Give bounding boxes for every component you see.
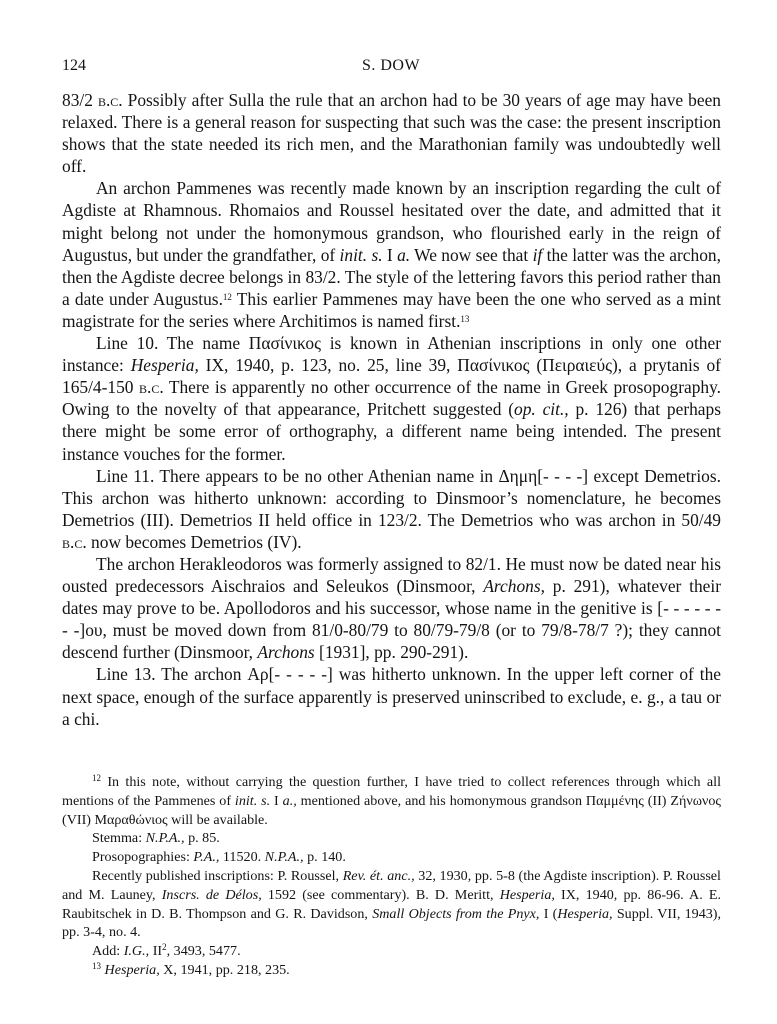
text-run: b.c. — [138, 377, 164, 398]
text-run: Line 11. There appears to be no other Athenian name in Δημη[- - - -] except Demetrios. This archon was hitherto unknown: according to Dinsmoor’s nomenclature, he becomes Demetrios (III). Demetrios II held office in 123/2. The Demetrios who was archon in 50/49 — [62, 465, 721, 530]
body-paragraph — [62, 332, 721, 465]
text-run: the latter was the archon, then the Agdiste decree belongs in 83/2. The style of the lettering favors this period rather than a date under Augustus. — [62, 244, 721, 309]
text-run: Πασίνικος — [248, 333, 322, 354]
text-run: a., — [282, 792, 297, 809]
text-run: Hesperia, — [130, 355, 199, 376]
body-paragraph — [62, 89, 721, 177]
footnote — [62, 773, 721, 829]
text-run: if — [532, 244, 543, 265]
footnote — [62, 829, 721, 848]
text-run: X, 1941, pp. 218, 235. — [159, 961, 290, 978]
text-run: I ( — [539, 905, 558, 922]
text-run: Suppl. VII, 1943), pp. 3-4, no. 4. — [62, 905, 722, 941]
text-run: Line 13. The archon Αρ[- - - - -] was hitherto unknown. In the upper left corner of the next space, enough of the surface apparently is preserved uninscribed to exclude, e. g., a tau or a chi. — [62, 664, 721, 729]
footnotes — [62, 773, 721, 980]
text-run: Small Objects from the Pnyx, — [372, 905, 540, 922]
footnote-marker: 2 — [162, 942, 167, 953]
text-run: I — [270, 792, 283, 809]
text-run: N.P.A., — [264, 849, 304, 866]
running-head — [62, 57, 720, 79]
text-run: The archon Herakleodoros was formerly assigned to 82/1. He must now be dated near his ousted predecessors Aischraios and Seleukos (Dinsmoor, — [62, 553, 721, 597]
text-run: [1931], pp. 290-291). — [314, 642, 469, 663]
body-paragraph — [62, 663, 721, 729]
text-run: p. 140. — [303, 849, 346, 866]
text-run: P.A., — [193, 849, 220, 866]
footnote — [62, 942, 721, 961]
text-run: 83/2 — [62, 90, 98, 110]
footnote-marker: 13 — [92, 960, 101, 971]
running-title: S. DOW — [361, 57, 421, 74]
text-run: Archons, — [483, 576, 545, 597]
text-run: 32, 1930, pp. 5-8 (the Agdiste inscription). P. Roussel and M. Launey, — [62, 867, 721, 903]
body-paragraph — [62, 465, 721, 553]
body-paragraph — [62, 177, 721, 332]
text-run: Hesperia, — [499, 886, 555, 903]
text-run: p. 291), whatever their dates may prove to be. Apollodoros and his successor, whose name in the genitive is [- - - - - - - -]ου, must be moved down from 81/0-80/79 to 80/79-79/8 (or to 79/8-78/7 ?); they cannot descend further (Dinsmoor, — [62, 576, 721, 663]
footnote — [62, 867, 721, 942]
text-run: Rev. ét. anc., — [342, 867, 415, 884]
body-paragraph — [62, 553, 721, 663]
text-run: We now see that — [410, 244, 533, 265]
text-run: now becomes Demetrios (IV). — [86, 531, 302, 552]
text-run: b.c. — [97, 90, 123, 110]
text-run: Add: — [92, 943, 124, 960]
text-run: , 3493, 5477. — [166, 943, 241, 960]
text-run: Archons — [257, 642, 315, 663]
footnote-marker: 12 — [222, 291, 232, 302]
text-run: N.P.A., — [145, 830, 185, 847]
text-run: IX, 1940, pp. 86-96. A. E. Raubitschek in D. B. Thompson and G. R. Davidson, — [62, 886, 722, 922]
text-run: Hesperia, — [557, 905, 613, 922]
text-run: IX, 1940, p. 123, no. 25, line 39, Πασίνικος (Πειραιεύς), a prytanis of 165/4-150 — [62, 355, 721, 398]
text-run: 1592 (see commentary). B. D. Meritt, — [261, 886, 500, 903]
text-run: p. 85. — [184, 830, 220, 847]
text-run: An archon Pammenes was recently made known by an inscription regarding the cult of Agdiste at Rhamnous. Rhomaios and Roussel hesitated over the date, and admitted that it might belong not under the homonymous grandson, who flourished early in the reign of Augustus, but under the grandfather, of — [62, 178, 721, 265]
text-run: Line 10. The name — [96, 333, 249, 354]
text-run: I — [382, 244, 398, 265]
text-run: I.G., — [123, 943, 150, 960]
text-run: Prosopographies: — [92, 849, 194, 866]
text-run: 11520. — [219, 849, 265, 866]
text-run: is known in Athenian inscriptions in only one other instance: — [62, 333, 721, 376]
text-run: In this note, without carrying the question further, I have tried to collect references through which all mentions of the Pammenes of — [62, 774, 721, 809]
text-run: II — [149, 943, 163, 960]
text-run: a. — [397, 244, 411, 265]
text-run: p. 126) that perhaps there might be some error of orthography, a different name being intended. The present instance vouches for the former. — [62, 399, 721, 464]
page-number: 124 — [62, 57, 86, 74]
text-run: op. cit., — [514, 399, 569, 420]
text-run: There is apparently no other occurrence of the name in Greek prosopography. Owing to the novelty of that appearance, Pritchett suggested ( — [62, 377, 722, 420]
text-run: Hesperia, — [104, 961, 160, 978]
text-run: mentioned above, and his homonymous grandson Παμμένης (II) Ζήνωνος (VII) Μαραθώνιος will be available. — [62, 792, 721, 828]
text-run: Recently published inscriptions: P. Roussel, — [92, 867, 343, 884]
text-run: Possibly after Sulla the rule that an archon had to be 30 years of age may have been relaxed. There is a general reason for suspecting that such was the case: the present inscription shows that the state needed its rich men, and the Marathonian family was undoubtedly well off. — [62, 90, 721, 177]
text-run: This earlier Pammenes may have been the one who served as a mint magistrate for the series where Architimos is named first. — [62, 288, 721, 331]
text-run: init. s. — [339, 244, 383, 265]
text-run: init. s. — [234, 792, 271, 809]
footnote-marker: 12 — [92, 773, 101, 783]
footnote — [62, 961, 721, 980]
footnote — [62, 848, 721, 867]
text-run: b.c. — [62, 531, 87, 552]
main-text — [62, 89, 721, 730]
footnote-marker: 13 — [460, 313, 470, 324]
text-run: Inscrs. de Délos, — [161, 886, 262, 903]
text-run: Stemma: — [92, 830, 146, 847]
